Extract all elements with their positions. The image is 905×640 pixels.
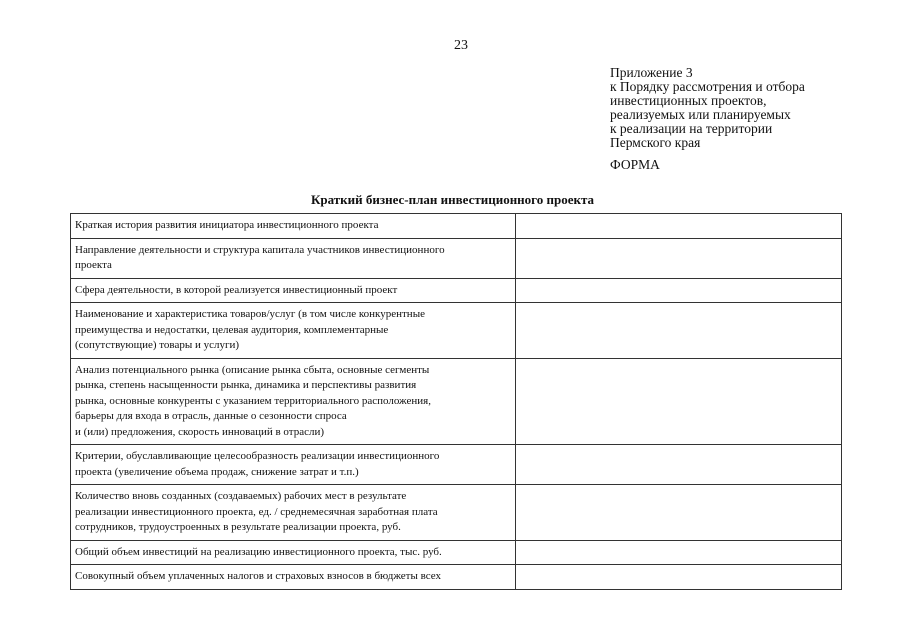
row-label-cell <box>71 278 516 303</box>
page-number: 23 <box>454 38 468 53</box>
row-label-line: рынка, основные конкуренты с указанием территориального расположения, <box>75 394 431 407</box>
row-label-line: Анализ потенциального рынка (описание рынка сбыта, основные сегменты <box>75 363 430 376</box>
appendix-line: Пермского края <box>610 135 701 150</box>
row-label-line: Совокупный объем уплаченных налогов и страховых взносов в бюджеты всех <box>75 570 441 582</box>
row-label-cell <box>71 565 516 590</box>
row-label-line: Количество вновь созданных (создаваемых) рабочих мест в результате <box>75 490 407 502</box>
row-value-cell <box>516 278 842 303</box>
row-label-line: Сфера деятельности, в которой реализуется инвестиционный проект <box>75 283 398 296</box>
row-label-line: барьеры для входа в отрасль, данные о сезонности спроса <box>75 410 347 422</box>
row-label-cell <box>71 238 516 278</box>
row-value-cell <box>516 238 842 278</box>
row-label-line: сотрудников, трудоустроенных в результате реализации проекта, руб. <box>75 521 401 533</box>
form-label: ФОРМА <box>610 157 660 172</box>
table-row <box>71 565 842 590</box>
row-label-line: Критерии, обуславливающие целесообразность реализации инвестиционного <box>75 450 440 462</box>
appendix-line: к реализации на территории <box>610 121 773 136</box>
row-label-line: проекта <box>75 259 112 271</box>
row-label-cell <box>71 485 516 541</box>
row-value-cell <box>516 303 842 359</box>
row-value-cell <box>516 540 842 565</box>
appendix-line: к Порядку рассмотрения и отбора <box>610 79 805 94</box>
row-label-line: Наименование и характеристика товаров/услуг (в том числе конкурентные <box>75 308 425 320</box>
row-label-line: проекта (увеличение объема продаж, снижение затрат и т.п.) <box>75 465 359 478</box>
table-row <box>71 303 842 359</box>
appendix-line: реализуемых или планируемых <box>610 107 791 122</box>
row-label-line: преимущества и недостатки, целевая аудитория, комплементарные <box>75 323 389 336</box>
row-label-cell <box>71 445 516 485</box>
table-row <box>71 540 842 565</box>
row-label-cell <box>71 214 516 239</box>
row-label-line: Направление деятельности и структура капитала участников инвестиционного <box>75 243 445 256</box>
table-row <box>71 358 842 445</box>
row-label-cell <box>71 358 516 445</box>
row-value-cell <box>516 485 842 541</box>
row-label-line: рынка, степень насыщенности рынка, динамика и перспективы развития <box>75 379 417 391</box>
business-plan-table <box>70 213 842 590</box>
table-row <box>71 278 842 303</box>
row-label-line: реализации инвестиционного проекта, ед. / среднемесячная заработная плата <box>75 505 438 518</box>
row-label-cell <box>71 540 516 565</box>
row-label-line: Общий объем инвестиций на реализацию инвестиционного проекта, тыс. руб. <box>75 545 442 558</box>
document-title: Краткий бизнес-план инвестиционного проекта <box>310 192 595 207</box>
row-value-cell <box>516 214 842 239</box>
table-row <box>71 445 842 485</box>
row-value-cell <box>516 565 842 590</box>
table-row <box>71 238 842 278</box>
table-row <box>71 485 842 541</box>
row-label-line: (сопутствующие) товары и услуги) <box>75 339 240 351</box>
table-row <box>71 214 842 239</box>
row-label-cell <box>71 303 516 359</box>
appendix-line: Приложение 3 <box>610 65 693 80</box>
table-body <box>71 214 842 590</box>
row-label-line: Краткая история развития инициатора инвестиционного проекта <box>75 219 379 231</box>
row-label-line: и (или) предложения, скорость инноваций в отрасли) <box>75 425 325 438</box>
appendix-line: инвестиционных проектов, <box>610 93 767 108</box>
row-value-cell <box>516 358 842 445</box>
row-value-cell <box>516 445 842 485</box>
appendix-header <box>610 66 870 150</box>
